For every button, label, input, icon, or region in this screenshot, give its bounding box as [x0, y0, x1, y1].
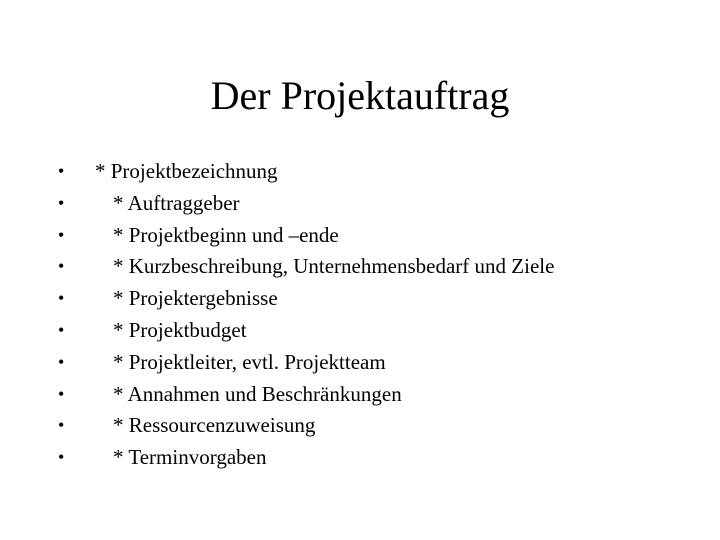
list-item-text: * Projektbezeichnung — [95, 159, 278, 183]
list-item-text: * Projektbudget — [113, 317, 247, 342]
list-item-text: * Terminvorgaben — [113, 445, 267, 470]
bullet-icon: • — [58, 415, 65, 436]
bullet-icon: • — [58, 319, 65, 340]
bullet-icon: • — [58, 383, 65, 404]
page-title: Der Projektauftrag — [210, 73, 510, 118]
bullet-icon: • — [58, 351, 65, 372]
list-item-text: * Projektergebnisse — [113, 286, 278, 311]
list-item-text: * Projektbeginn und –ende — [113, 222, 339, 247]
list-item-text: * Auftraggeber — [113, 190, 240, 215]
list-item-text: * Ressourcenzuweisung — [113, 413, 316, 438]
bullet-icon: • — [58, 256, 65, 277]
bullet-icon: • — [58, 161, 65, 181]
bullet-icon: • — [58, 447, 65, 468]
bullet-icon: • — [58, 192, 65, 213]
list-item-text: * Kurzbeschreibung, Unternehmensbedarf und Ziele — [113, 254, 555, 279]
bullet-icon: • — [58, 224, 65, 245]
bullet-icon: • — [58, 288, 65, 309]
list-item-text: * Annahmen und Beschränkungen — [113, 381, 402, 406]
list-item-text: * Projektleiter, evtl. Projektteam — [113, 349, 386, 374]
